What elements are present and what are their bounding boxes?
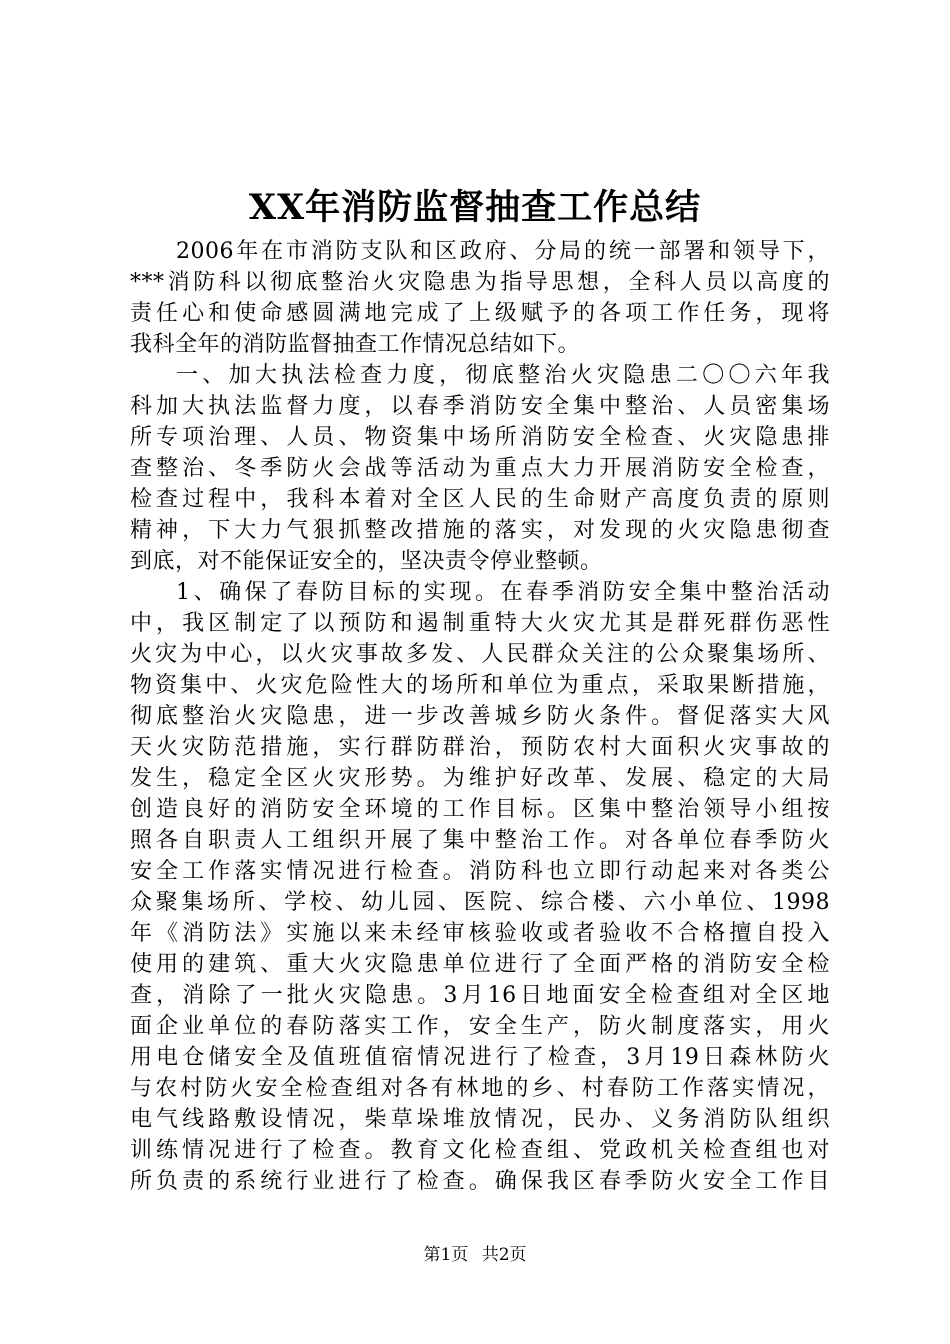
body-line: 训练情况进行了检查。教育文化检查组、党政机关检查组也对: [130, 1138, 830, 1163]
body-line: 中，我区制定了以预防和遏制重特大火灾尤其是群死群伤恶性: [130, 611, 830, 636]
body-line: 安全工作落实情况进行检查。消防科也立即行动起来对各类公: [130, 859, 830, 884]
body-line: 1、确保了春防目标的实现。在春季消防安全集中整治活动: [176, 580, 830, 605]
page-footer: [0, 1243, 950, 1267]
body-line: 照各自职责人工组织开展了集中整治工作。对各单位春季防火: [130, 828, 830, 853]
body-line: 使用的建筑、重大火灾隐患单位进行了全面严格的消防安全检: [130, 952, 830, 977]
body-line: 彻底整治火灾隐患，进一步改善城乡防火条件。督促落实大风: [130, 704, 830, 729]
body-line: 查，消除了一批火灾隐患。3月16日地面安全检查组对全区地: [130, 983, 830, 1008]
body-line: 与农村防火安全检查组对各有林地的乡、村春防工作落实情况，: [130, 1076, 830, 1101]
body-line: 2006年在市消防支队和区政府、分局的统一部署和领导下，: [176, 239, 830, 264]
body-line: 物资集中、火灾危险性大的场所和单位为重点，采取果断措施，: [130, 673, 830, 698]
body-line: 查整治、冬季防火会战等活动为重点大力开展消防安全检查，: [130, 456, 830, 481]
body-line: 火灾为中心，以火灾事故多发、人民群众关注的公众聚集场所、: [130, 642, 830, 667]
document-title: XX年消防监督抽查工作总结: [248, 187, 702, 228]
body-line: 年《消防法》实施以来未经审核验收或者验收不合格擅自投入: [130, 921, 830, 946]
body-line: 到底，对不能保证安全的，坚决责令停业整顿。: [130, 549, 603, 574]
body-line: 精神，下大力气狠抓整改措施的落实，对发现的火灾隐患彻查: [130, 518, 830, 543]
body-line: 创造良好的消防安全环境的工作目标。区集中整治领导小组按: [130, 797, 830, 822]
page-number: 第1页: [423, 1245, 469, 1265]
body-line: 众聚集场所、学校、幼儿园、医院、综合楼、六小单位、1998: [130, 890, 830, 915]
body-line: 检查过程中，我科本着对全区人民的生命财产高度负责的原则: [130, 487, 830, 512]
body-line: 用电仓储安全及值班值宿情况进行了检查，3月19日森林防火: [130, 1045, 830, 1070]
body-line: 我科全年的消防监督抽查工作情况总结如下。: [130, 332, 581, 357]
body-line: 发生，稳定全区火灾形势。为维护好改革、发展、稳定的大局: [130, 766, 830, 791]
page-total: 共2页: [481, 1245, 527, 1265]
body-line: 所负责的系统行业进行了检查。确保我区春季防火安全工作目: [130, 1169, 830, 1194]
body-line: 责任心和使命感圆满地完成了上级赋予的各项工作任务，现将: [130, 301, 830, 326]
body-line: 电气线路敷设情况，柴草垛堆放情况，民办、义务消防队组织: [130, 1107, 830, 1132]
document-body: [130, 236, 830, 1197]
body-line: 科加大执法监督力度，以春季消防安全集中整治、人员密集场: [130, 394, 830, 419]
body-line: ***消防科以彻底整治火灾隐患为指导思想，全科人员以高度的: [130, 270, 830, 295]
body-line: 所专项治理、人员、物资集中场所消防安全检查、火灾隐患排: [130, 425, 830, 450]
body-line: 天火灾防范措施，实行群防群治，预防农村大面积火灾事故的: [130, 735, 830, 760]
body-line: 一、加大执法检查力度，彻底整治火灾隐患二〇〇六年我: [176, 363, 830, 388]
body-line: 面企业单位的春防落实工作，安全生产，防火制度落实，用火: [130, 1014, 830, 1039]
